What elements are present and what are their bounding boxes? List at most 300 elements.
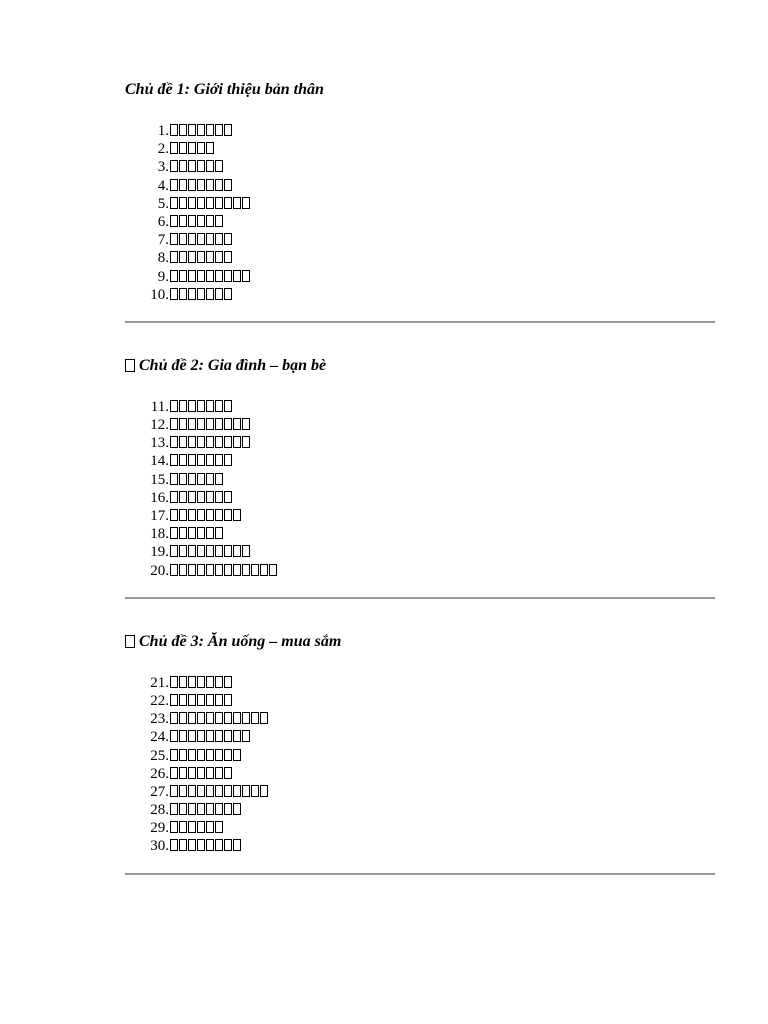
document-page xyxy=(125,80,715,875)
missing-glyph-icon xyxy=(188,197,196,209)
list-item xyxy=(125,471,715,489)
list-item xyxy=(125,177,715,195)
missing-glyph-icon xyxy=(188,712,196,724)
missing-glyph-icon xyxy=(197,694,205,706)
missing-glyph-icon xyxy=(197,749,205,761)
missing-glyph-icon xyxy=(206,527,214,539)
list-item xyxy=(125,489,715,507)
missing-glyph-icon xyxy=(206,142,214,154)
list-item xyxy=(125,783,715,801)
missing-glyph-icon xyxy=(179,179,187,191)
missing-glyph-icon xyxy=(179,454,187,466)
missing-glyph-icon xyxy=(206,509,214,521)
missing-glyph-icon xyxy=(179,785,187,797)
missing-glyph-icon xyxy=(170,288,178,300)
missing-glyph-icon xyxy=(215,545,223,557)
item-number: 2. xyxy=(157,141,169,158)
section-heading xyxy=(125,356,715,376)
item-text xyxy=(170,525,224,543)
missing-glyph-icon xyxy=(224,803,232,815)
missing-glyph-icon xyxy=(179,400,187,412)
missing-glyph-icon xyxy=(260,785,268,797)
missing-glyph-icon xyxy=(188,491,196,503)
missing-glyph-icon xyxy=(179,694,187,706)
missing-glyph-icon xyxy=(188,142,196,154)
missing-glyph-icon xyxy=(188,454,196,466)
missing-glyph-icon xyxy=(242,545,250,557)
missing-glyph-icon xyxy=(224,454,232,466)
missing-glyph-icon xyxy=(188,694,196,706)
missing-glyph-icon xyxy=(233,749,241,761)
missing-glyph-icon xyxy=(206,454,214,466)
missing-glyph-icon xyxy=(179,749,187,761)
list-item xyxy=(125,562,715,580)
missing-glyph-icon xyxy=(215,509,223,521)
missing-glyph-icon xyxy=(215,270,223,282)
missing-glyph-icon xyxy=(242,270,250,282)
list-item xyxy=(125,692,715,710)
missing-glyph-icon xyxy=(206,197,214,209)
section-divider xyxy=(125,597,715,599)
missing-glyph-icon xyxy=(242,418,250,430)
missing-glyph-icon xyxy=(215,124,223,136)
missing-glyph-icon xyxy=(224,564,232,576)
missing-glyph-icon xyxy=(215,730,223,742)
missing-glyph-icon xyxy=(197,545,205,557)
missing-glyph-icon xyxy=(197,509,205,521)
item-text xyxy=(170,140,215,158)
list-item xyxy=(125,249,715,267)
missing-glyph-icon xyxy=(170,251,178,263)
missing-glyph-icon xyxy=(188,676,196,688)
missing-glyph-icon xyxy=(206,418,214,430)
missing-glyph-icon xyxy=(206,251,214,263)
missing-glyph-icon xyxy=(179,270,187,282)
missing-glyph-icon xyxy=(251,785,259,797)
missing-glyph-icon xyxy=(215,436,223,448)
missing-glyph-icon xyxy=(179,767,187,779)
missing-glyph-icon xyxy=(179,160,187,172)
missing-glyph-icon xyxy=(197,233,205,245)
missing-glyph-icon xyxy=(224,491,232,503)
item-text xyxy=(170,177,233,195)
item-number: 23. xyxy=(150,711,169,728)
missing-glyph-icon xyxy=(206,749,214,761)
item-number: 18. xyxy=(150,526,169,543)
item-number: 16. xyxy=(150,489,169,506)
missing-glyph-icon xyxy=(188,418,196,430)
item-text xyxy=(170,728,251,746)
missing-glyph-icon xyxy=(188,160,196,172)
item-number: 10. xyxy=(150,286,169,303)
missing-glyph-icon xyxy=(179,564,187,576)
missing-glyph-icon xyxy=(170,785,178,797)
missing-glyph-icon xyxy=(206,676,214,688)
item-text xyxy=(170,765,233,783)
section-topic-3 xyxy=(125,632,715,875)
missing-glyph-icon xyxy=(215,473,223,485)
missing-glyph-icon xyxy=(224,400,232,412)
missing-glyph-icon xyxy=(197,676,205,688)
item-number: 7. xyxy=(157,232,169,249)
missing-glyph-icon xyxy=(215,160,223,172)
missing-glyph-icon xyxy=(233,839,241,851)
heading-text: Chủ đề 1: Giới thiệu bản thân xyxy=(125,81,324,98)
missing-glyph-icon xyxy=(179,676,187,688)
item-text xyxy=(170,213,224,231)
missing-glyph-icon xyxy=(188,215,196,227)
missing-glyph-icon xyxy=(233,418,241,430)
missing-glyph-icon xyxy=(179,730,187,742)
missing-glyph-icon xyxy=(206,436,214,448)
missing-glyph-icon xyxy=(215,454,223,466)
missing-glyph-icon xyxy=(242,436,250,448)
list-item xyxy=(125,398,715,416)
missing-glyph-icon xyxy=(197,473,205,485)
missing-glyph-icon xyxy=(197,491,205,503)
item-text xyxy=(170,231,233,249)
list-item xyxy=(125,268,715,286)
missing-glyph-icon xyxy=(233,785,241,797)
missing-glyph-icon xyxy=(215,564,223,576)
missing-glyph-icon xyxy=(170,270,178,282)
missing-glyph-icon xyxy=(206,545,214,557)
word-list xyxy=(125,122,715,304)
missing-glyph-icon xyxy=(170,527,178,539)
missing-glyph-icon xyxy=(242,564,250,576)
item-text xyxy=(170,507,242,525)
missing-glyph-icon xyxy=(197,215,205,227)
missing-glyph-icon xyxy=(179,436,187,448)
missing-glyph-icon xyxy=(197,821,205,833)
missing-glyph-icon xyxy=(179,233,187,245)
item-text xyxy=(170,783,269,801)
missing-glyph-icon xyxy=(215,251,223,263)
item-text xyxy=(170,122,233,140)
missing-glyph-icon xyxy=(179,527,187,539)
missing-glyph-icon xyxy=(197,160,205,172)
item-number: 1. xyxy=(157,123,169,139)
missing-glyph-icon xyxy=(188,233,196,245)
missing-glyph-icon xyxy=(197,288,205,300)
heading-text: Chủ đề 2: Gia đình – bạn bè xyxy=(139,356,327,374)
missing-glyph-icon xyxy=(179,288,187,300)
missing-glyph-icon xyxy=(179,124,187,136)
item-number: 5. xyxy=(157,195,169,212)
missing-glyph-icon xyxy=(224,179,232,191)
list-item xyxy=(125,286,715,304)
missing-glyph-icon xyxy=(197,730,205,742)
missing-glyph-icon xyxy=(215,749,223,761)
missing-glyph-icon xyxy=(224,251,232,263)
item-number: 21. xyxy=(150,674,169,691)
missing-glyph-icon xyxy=(188,803,196,815)
missing-glyph-icon xyxy=(224,509,232,521)
missing-glyph-icon xyxy=(170,694,178,706)
missing-glyph-icon xyxy=(197,564,205,576)
item-number: 6. xyxy=(157,213,169,230)
section-heading xyxy=(125,632,715,652)
missing-glyph-icon xyxy=(170,509,178,521)
item-number: 14. xyxy=(150,453,169,470)
missing-glyph-icon xyxy=(170,142,178,154)
list-item xyxy=(125,819,715,837)
missing-glyph-icon xyxy=(215,785,223,797)
missing-glyph-icon xyxy=(206,767,214,779)
missing-glyph-icon xyxy=(197,839,205,851)
list-item xyxy=(125,158,715,176)
item-number: 11. xyxy=(150,398,169,415)
missing-glyph-icon xyxy=(179,197,187,209)
missing-glyph-icon xyxy=(188,767,196,779)
list-item xyxy=(125,452,715,470)
missing-glyph-icon xyxy=(125,635,135,648)
missing-glyph-icon xyxy=(188,436,196,448)
missing-glyph-icon xyxy=(188,785,196,797)
missing-glyph-icon xyxy=(179,473,187,485)
missing-glyph-icon xyxy=(179,142,187,154)
missing-glyph-icon xyxy=(224,124,232,136)
missing-glyph-icon xyxy=(215,233,223,245)
missing-glyph-icon xyxy=(233,730,241,742)
missing-glyph-icon xyxy=(197,436,205,448)
missing-glyph-icon xyxy=(206,694,214,706)
item-text xyxy=(170,801,242,819)
missing-glyph-icon xyxy=(197,142,205,154)
item-number: 9. xyxy=(157,268,169,285)
missing-glyph-icon xyxy=(170,545,178,557)
section-divider xyxy=(125,321,715,323)
item-number: 27. xyxy=(150,783,169,800)
missing-glyph-icon xyxy=(197,251,205,263)
list-item xyxy=(125,543,715,561)
list-item xyxy=(125,801,715,819)
missing-glyph-icon xyxy=(206,288,214,300)
missing-glyph-icon xyxy=(170,491,178,503)
item-text xyxy=(170,819,224,837)
missing-glyph-icon xyxy=(215,694,223,706)
missing-glyph-icon xyxy=(188,527,196,539)
missing-glyph-icon xyxy=(215,839,223,851)
item-number: 25. xyxy=(150,747,169,764)
missing-glyph-icon xyxy=(215,712,223,724)
item-number: 19. xyxy=(150,544,169,561)
missing-glyph-icon xyxy=(188,251,196,263)
missing-glyph-icon xyxy=(170,821,178,833)
missing-glyph-icon xyxy=(170,400,178,412)
item-number: 26. xyxy=(150,765,169,782)
item-text xyxy=(170,195,251,213)
missing-glyph-icon xyxy=(215,491,223,503)
section-heading xyxy=(125,80,715,100)
missing-glyph-icon xyxy=(179,712,187,724)
missing-glyph-icon xyxy=(188,749,196,761)
missing-glyph-icon xyxy=(188,545,196,557)
missing-glyph-icon xyxy=(206,400,214,412)
missing-glyph-icon xyxy=(233,803,241,815)
list-item xyxy=(125,710,715,728)
missing-glyph-icon xyxy=(233,712,241,724)
missing-glyph-icon xyxy=(197,124,205,136)
list-item xyxy=(125,195,715,213)
missing-glyph-icon xyxy=(215,197,223,209)
item-number: 29. xyxy=(150,820,169,837)
missing-glyph-icon xyxy=(188,124,196,136)
item-text xyxy=(170,452,233,470)
missing-glyph-icon xyxy=(206,712,214,724)
missing-glyph-icon xyxy=(170,454,178,466)
missing-glyph-icon xyxy=(197,712,205,724)
missing-glyph-icon xyxy=(188,839,196,851)
missing-glyph-icon xyxy=(188,730,196,742)
missing-glyph-icon xyxy=(224,694,232,706)
missing-glyph-icon xyxy=(206,839,214,851)
missing-glyph-icon xyxy=(224,418,232,430)
missing-glyph-icon xyxy=(197,179,205,191)
missing-glyph-icon xyxy=(233,270,241,282)
missing-glyph-icon xyxy=(206,473,214,485)
item-text xyxy=(170,674,233,692)
missing-glyph-icon xyxy=(242,785,250,797)
item-number: 13. xyxy=(150,435,169,452)
list-item xyxy=(125,213,715,231)
missing-glyph-icon xyxy=(170,473,178,485)
missing-glyph-icon xyxy=(215,418,223,430)
missing-glyph-icon xyxy=(224,436,232,448)
missing-glyph-icon xyxy=(233,436,241,448)
item-number: 30. xyxy=(150,838,169,855)
missing-glyph-icon xyxy=(224,749,232,761)
missing-glyph-icon xyxy=(224,785,232,797)
missing-glyph-icon xyxy=(170,803,178,815)
missing-glyph-icon xyxy=(224,233,232,245)
item-number: 17. xyxy=(150,508,169,524)
word-list xyxy=(125,398,715,580)
missing-glyph-icon xyxy=(251,564,259,576)
missing-glyph-icon xyxy=(260,712,268,724)
missing-glyph-icon xyxy=(251,712,259,724)
list-item xyxy=(125,122,715,140)
missing-glyph-icon xyxy=(170,436,178,448)
missing-glyph-icon xyxy=(197,454,205,466)
missing-glyph-icon xyxy=(179,545,187,557)
missing-glyph-icon xyxy=(197,803,205,815)
word-list xyxy=(125,674,715,856)
missing-glyph-icon xyxy=(170,418,178,430)
missing-glyph-icon xyxy=(197,767,205,779)
missing-glyph-icon xyxy=(260,564,268,576)
missing-glyph-icon xyxy=(179,509,187,521)
missing-glyph-icon xyxy=(197,197,205,209)
missing-glyph-icon xyxy=(206,124,214,136)
missing-glyph-icon xyxy=(206,803,214,815)
missing-glyph-icon xyxy=(233,197,241,209)
item-text xyxy=(170,434,251,452)
item-number: 22. xyxy=(150,692,169,709)
missing-glyph-icon xyxy=(206,564,214,576)
item-number: 12. xyxy=(150,417,169,434)
list-item xyxy=(125,837,715,855)
item-text xyxy=(170,286,233,304)
missing-glyph-icon xyxy=(188,288,196,300)
list-item xyxy=(125,416,715,434)
missing-glyph-icon xyxy=(215,288,223,300)
item-number: 8. xyxy=(157,250,169,267)
missing-glyph-icon xyxy=(224,839,232,851)
item-number: 4. xyxy=(157,177,169,194)
missing-glyph-icon xyxy=(197,418,205,430)
missing-glyph-icon xyxy=(224,712,232,724)
missing-glyph-icon xyxy=(179,821,187,833)
missing-glyph-icon xyxy=(233,509,241,521)
section-topic-1 xyxy=(125,80,715,323)
missing-glyph-icon xyxy=(206,730,214,742)
missing-glyph-icon xyxy=(224,288,232,300)
missing-glyph-icon xyxy=(224,676,232,688)
list-item xyxy=(125,765,715,783)
item-text xyxy=(170,489,233,507)
item-text xyxy=(170,268,251,286)
list-item xyxy=(125,507,715,525)
item-number: 15. xyxy=(150,471,169,488)
missing-glyph-icon xyxy=(215,400,223,412)
missing-glyph-icon xyxy=(170,160,178,172)
missing-glyph-icon xyxy=(197,527,205,539)
missing-glyph-icon xyxy=(170,839,178,851)
missing-glyph-icon xyxy=(242,197,250,209)
item-number: 20. xyxy=(150,562,169,579)
missing-glyph-icon xyxy=(170,712,178,724)
missing-glyph-icon xyxy=(170,179,178,191)
item-text xyxy=(170,710,269,728)
missing-glyph-icon xyxy=(206,233,214,245)
missing-glyph-icon xyxy=(206,215,214,227)
missing-glyph-icon xyxy=(242,712,250,724)
item-text xyxy=(170,692,233,710)
missing-glyph-icon xyxy=(179,251,187,263)
list-item xyxy=(125,434,715,452)
missing-glyph-icon xyxy=(224,270,232,282)
missing-glyph-icon xyxy=(269,564,277,576)
missing-glyph-icon xyxy=(215,215,223,227)
item-text xyxy=(170,562,278,580)
missing-glyph-icon xyxy=(233,564,241,576)
missing-glyph-icon xyxy=(170,215,178,227)
missing-glyph-icon xyxy=(197,270,205,282)
missing-glyph-icon xyxy=(206,160,214,172)
section-divider xyxy=(125,873,715,875)
missing-glyph-icon xyxy=(233,545,241,557)
missing-glyph-icon xyxy=(179,491,187,503)
item-text xyxy=(170,249,233,267)
missing-glyph-icon xyxy=(224,197,232,209)
missing-glyph-icon xyxy=(188,509,196,521)
list-item xyxy=(125,728,715,746)
missing-glyph-icon xyxy=(215,767,223,779)
missing-glyph-icon xyxy=(170,730,178,742)
missing-glyph-icon xyxy=(170,767,178,779)
missing-glyph-icon xyxy=(224,545,232,557)
item-text xyxy=(170,471,224,489)
missing-glyph-icon xyxy=(179,215,187,227)
list-item xyxy=(125,525,715,543)
missing-glyph-icon xyxy=(197,400,205,412)
list-item xyxy=(125,747,715,765)
section-topic-2 xyxy=(125,356,715,599)
missing-glyph-icon xyxy=(215,676,223,688)
item-text xyxy=(170,158,224,176)
list-item xyxy=(125,674,715,692)
